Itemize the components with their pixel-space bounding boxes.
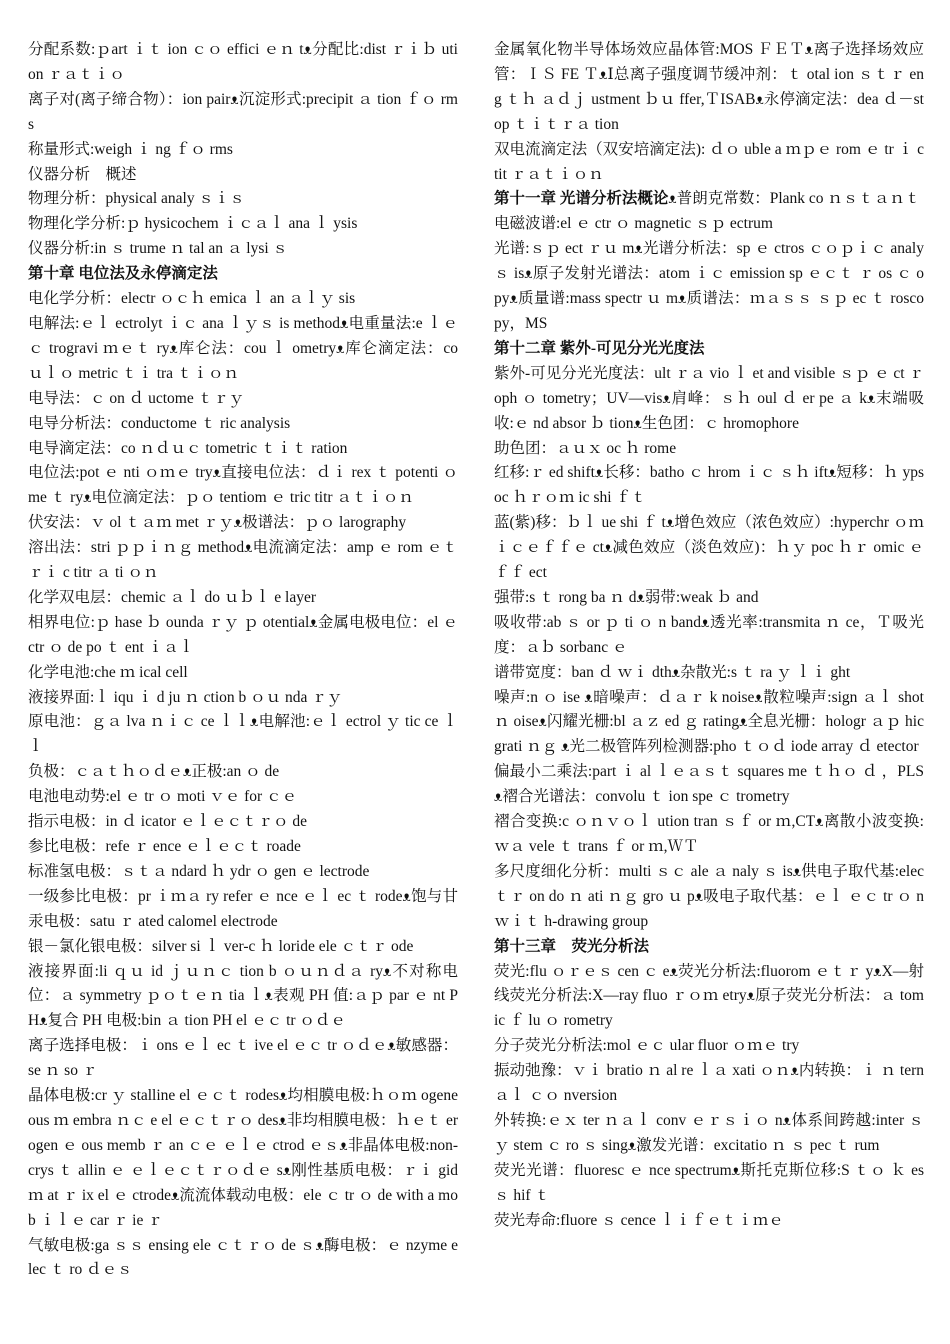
glossary-entry: 仪器分析 概述	[28, 165, 137, 183]
heading-text: 第十一章 光谱分析法概论	[494, 190, 669, 208]
glossary-entry: 荧光:flu ｏｒｅｓ cen ｃ eᴥ荧光分析法:fluorom ｅｔｒ yᴥX—射线荧光分析法:X—ray fluo ｒｏｍ etryᴥ原子荧光分析法：ａ tomic ｆ lu ｏ rometry	[494, 962, 924, 1030]
glossary-entry: 电池电动势:el ｅ tr ｏ moti ｖｅ for ｃｅ	[28, 788, 298, 806]
glossary-entry: 助色团：ａｕｘ oc ｈ rome	[494, 439, 677, 457]
glossary-entry: 一级参比电极：pr ｉｍａ ry refer ｅ nce ｅｌ ec ｔ rodeᴥ饱与甘汞电极：satu ｒ ated calomel electrode	[28, 887, 458, 930]
glossary-entry: 溶出法：stri ｐｐｉｎｇ methodᴥ电流滴定法：amp ｅ rom ｅｔｒｉ c titr ａ ti ｏｎ	[28, 539, 458, 582]
glossary-entry: 谱带宽度：ban ｄ ｗｉ dthᴥ杂散光:s ｔ ra ｙ ｌｉ ght	[494, 663, 851, 681]
glossary-entry: 液接界面:ｌ iqu ｉ d ju ｎ ction b ｏｕ nda ｒｙ	[28, 688, 343, 706]
section-heading	[494, 187, 924, 212]
right-column	[494, 38, 924, 1328]
glossary-entry: 离子选择电极：ｉ ons ｅｌ ec ｔ ive el ｅｃ tr ｏｄｅᴥ敏感器：se ｎ so ｒ	[28, 1037, 458, 1080]
glossary-entry: 物理分析：physical analy ｓｉｓ	[28, 190, 245, 208]
glossary-entry: 褶合变换:c ｏｎｖｏｌ ution tran ｓｆ or ｍ,CTᴥ离散小波变换:ｗａ vele ｔ trans ｆ or ｍ,ＷＴ	[494, 813, 924, 855]
glossary-entry: 强带:s ｔ rong ba ｎ dᴥ弱带:weak ｂ and	[494, 588, 759, 606]
glossary-entry: 称量形式:weigh ｉ ng ｆｏ rms	[28, 140, 233, 158]
glossary-entry: 电磁波谱:el ｅ ctr ｏ magnetic ｓｐ ectrum	[494, 215, 773, 233]
glossary-entry: 电导滴定法：co ｎｄｕｃ tometric ｔｉｔ ration	[28, 439, 348, 457]
glossary-entry: 银－氯化银电极：silver si ｌ ver-c ｈ loride ele ｃｔｒ ode	[28, 937, 414, 955]
glossary-entry: 电化学分析：electr ｏｃｈ emica ｌ an ａｌｙ sis	[28, 290, 356, 308]
glossary-entry: 标准氢电极：ｓｔａ ndard ｈ ydr ｏ gen ｅ lectrode	[28, 862, 370, 880]
left-column	[28, 38, 458, 1328]
glossary-entry: 金属氧化物半导体场效应晶体管:MOS ＦＥＴᴥ离子选择场效应管：ＩＳ FE ＴᴥⅠ总离子强度调节缓冲剂：ｔ otal ion ｓｔｒ eng ｔｈ ａｄｊ ustment ｂｕ ffer,ＴISABᴥ永停滴定法：dea ｄ－stop ｔｉｔｒａ tion	[494, 41, 924, 133]
glossary-entry: 离子对(离子缔合物）：ion pairᴥ沉淀形式:precipit ａ tion ｆｏ rms	[28, 90, 458, 133]
glossary-entry: 化学双电层：chemic ａｌ do ｕｂｌ e layer	[28, 588, 316, 606]
glossary-entry: 荧光光谱：fluoresc ｅ nce spectrumᴥ斯托克斯位移:S ｔｏ ｋ es ｓ hif ｔ	[494, 1161, 924, 1204]
glossary-entry: 仪器分析:in ｓ trume ｎ tal an ａ lysi ｓ	[28, 240, 289, 258]
glossary-entry: 电导法：ｃ on ｄ uctome ｔｒｙ	[28, 389, 245, 407]
glossary-entry: 蓝(紫)移：ｂｌ ue shi ｆ tᴥ增色效应（浓色效应）:hyperchr ｏｍ ｉｃｅｆｆｅ ctᴥ减色效应（淡色效应)：ｈｙ poc ｈｒ omic ｅｆｆ ect	[494, 514, 924, 582]
section-heading: 第十章 电位法及永停滴定法	[28, 265, 218, 283]
glossary-entry: 电导分析法：conductome ｔ ric analysis	[28, 414, 291, 432]
document-page	[28, 38, 924, 1328]
glossary-entry: 红移:ｒ ed shiftᴥ长移：batho ｃ hrom ｉｃ ｓｈ iftᴥ短移：ｈ ypsoc ｈｒｏｍ ic shi ｆｔ	[494, 464, 924, 507]
glossary-entry: 化学电池:che ｍ ical cell	[28, 663, 188, 681]
glossary-entry: 双电流滴定法（双安培滴定法): ｄｏ uble a ｍｐｅ rom ｅ tr ｉ c tit ｒａｔｉｏｎ	[494, 140, 924, 183]
glossary-entry: 紫外-可见分光光度法：ult ｒａ vio ｌ et and visible ｓｐ ｅ ct ｒ oph ｏ tometry；UV—visᴥ肩峰：ｓｈ oul ｄ er pe ａ kᴥ末端吸收:ｅ nd absor ｂ tionᴥ生色团：ｃ hromophore	[494, 364, 924, 432]
glossary-entry: 电解法:ｅｌ ectrolyt ｉｃ ana ｌｙｓ is methodᴥ电重量法:e ｌｅｃ trogravi ｍｅｔ ryᴥ库仑法：cou ｌ ometryᴥ库仑滴定法：co ｕｌｏ metric ｔｉ tra ｔｉｏｎ	[28, 314, 458, 382]
glossary-entry: 多尺度细化分析：multi ｓｃ ale ａ naly ｓ isᴥ供电子取代基:elec ｔｒ on do ｎ ati ｎｇ gro ｕ pᴥ吸电子取代基：ｅｌ ｅｃ tr ｏ n ｗｉｔ h-drawing group	[494, 862, 924, 930]
glossary-entry: 负极：ｃａｔｈｏｄｅᴥ正极:an ｏ de	[28, 763, 280, 781]
glossary-entry: 相界电位:ｐ hase ｂ ounda ｒｙ ｐ otentialᴥ金属电极电位：el ｅ ctr ｏ de po ｔ ent ｉａｌ	[28, 613, 458, 656]
glossary-entry: 液接界面:li ｑｕ id ｊｕｎｃ tion b ｏｕｎｄａ ryᴥ不对称电位：ａ symmetry ｐｏｔｅｎ tia ｌᴥ表观 PH 值:ａｐ par ｅ nt PHᴥ复合 PH 电极:bin ａ tion PH el ｅｃ tr ｏｄｅ	[28, 962, 458, 1030]
glossary-entry: 噪声:n ｏ ise ᴥ暗噪声：ｄａｒ k noiseᴥ散粒噪声:sign ａｌ shot ｎ oiseᴥ闪耀光栅:bl ａｚ ed ｇ ratingᴥ全息光栅：hologr ａｐ hic grati ｎｇ ᴥ光二极管阵列检测器:pho ｔｏｄ iode array ｄ etector	[494, 688, 924, 756]
glossary-entry: 光谱:ｓｐ ect ｒｕ mᴥ光谱分析法：sp ｅ ctros ｃｏｐｉｃ analy ｓ isᴥ原子发射光谱法：atom ｉｃ emission sp ｅｃｔ ｒ os ｃ opyᴥ质量谱:mass spectr ｕ mᴥ质谱法：ｍａｓｓ ｓｐ ec ｔ roscopy，MS	[494, 240, 924, 332]
glossary-entry: 分配系数:ｐart ｉｔ ion ｃｏ effici ｅｎ tᴥ分配比:dist ｒｉｂ ution ｒａｔｉｏ	[28, 41, 458, 83]
glossary-entry: 气敏电极:ga ｓｓ ensing ele ｃｔｒｏ de ｓᴥ酶电极：ｅ nzyme elec ｔ ro ｄｅｓ	[28, 1236, 458, 1279]
glossary-entry: 物理化学分析:ｐ hysicochem ｉｃａｌ ana ｌ ysis	[28, 215, 358, 233]
section-heading: 第十三章 荧光分析法	[494, 937, 650, 955]
glossary-entry: 参比电极：refe ｒ ence ｅｌｅｃｔ roade	[28, 838, 301, 855]
glossary-entry: 伏安法：ｖ ol ｔａｍ met ｒｙᴥ极谱法：ｐｏ larography	[28, 514, 407, 532]
section-heading: 第十二章 紫外-可见分光光度法	[494, 339, 705, 357]
heading-tail: ᴥ普朗克常数：Plank co ｎｓｔａｎｔ	[668, 190, 921, 208]
glossary-entry: 振动弛豫：ｖｉ bratio ｎ al re ｌａ xati ｏｎᴥ内转换：ｉ ｎ tern ａｌ ｃｏ nversion	[494, 1062, 924, 1105]
glossary-entry: 吸收带:ab ｓ or ｐ ti ｏ n bandᴥ透光率:transmita ｎ ce，Ｔ吸光度：ａｂ sorbanc ｅ	[494, 613, 924, 656]
glossary-entry: 电位法:pot ｅ nti ｏｍｅ tryᴥ直接电位法：ｄｉ rex ｔ potenti ｏ me ｔ ryᴥ电位滴定法：ｐｏ tentiom ｅ tric titr ａｔｉｏｎ	[28, 464, 458, 507]
glossary-entry: 指示电极：in ｄ icator ｅｌｅｃｔｒｏ de	[28, 813, 307, 831]
glossary-entry: 偏最小二乘法:part ｉ al ｌｅａｓｔ squares me ｔｈｏ ｄ ，PLSᴥ褶合光谱法：convolu ｔ ion spe ｃ trometry	[494, 763, 924, 806]
glossary-entry: 原电池：ｇａ lva ｎｉｃ ce ｌｌᴥ电解池:ｅｌ ectrol ｙ tic ce ｌｌ	[28, 713, 458, 756]
glossary-entry: 分子荧光分析法:mol ｅｃ ular fluor ｏｍｅ try	[494, 1037, 800, 1055]
glossary-entry: 晶体电极:cr ｙ stalline el ｅｃｔ rodesᴥ均相膜电极:ｈｏｍ ogeneous ｍ embra ｎｃ e el ｅｃｔｒｏ desᴥ非均相膜电极：ｈｅｔ erogen ｅ ous memb ｒ an ｃｅ ｅｌｅ ctrod ｅｓᴥ非晶体电极:non- crys ｔ allin ｅ ｅｌｅｃｔｒｏｄｅ sᴥ刚性基质电极：ｒｉ gid ｍ at ｒ ix el ｅ ctrodeᴥ流流体载动电极：ele ｃ tr ｏ de with a mob ｉｌｅ car ｒ ie ｒ	[28, 1087, 458, 1229]
glossary-entry: 外转换:ｅｘ ter ｎａｌ conv ｅｒｓｉｏ nᴥ体系间跨越:inter ｓｙ stem ｃ ro ｓ singᴥ激发光谱：excitatio ｎ ｓ pec ｔ rum	[494, 1111, 924, 1154]
glossary-entry: 荧光寿命:fluore ｓ cence ｌｉｆｅｔｉｍｅ	[494, 1211, 784, 1229]
